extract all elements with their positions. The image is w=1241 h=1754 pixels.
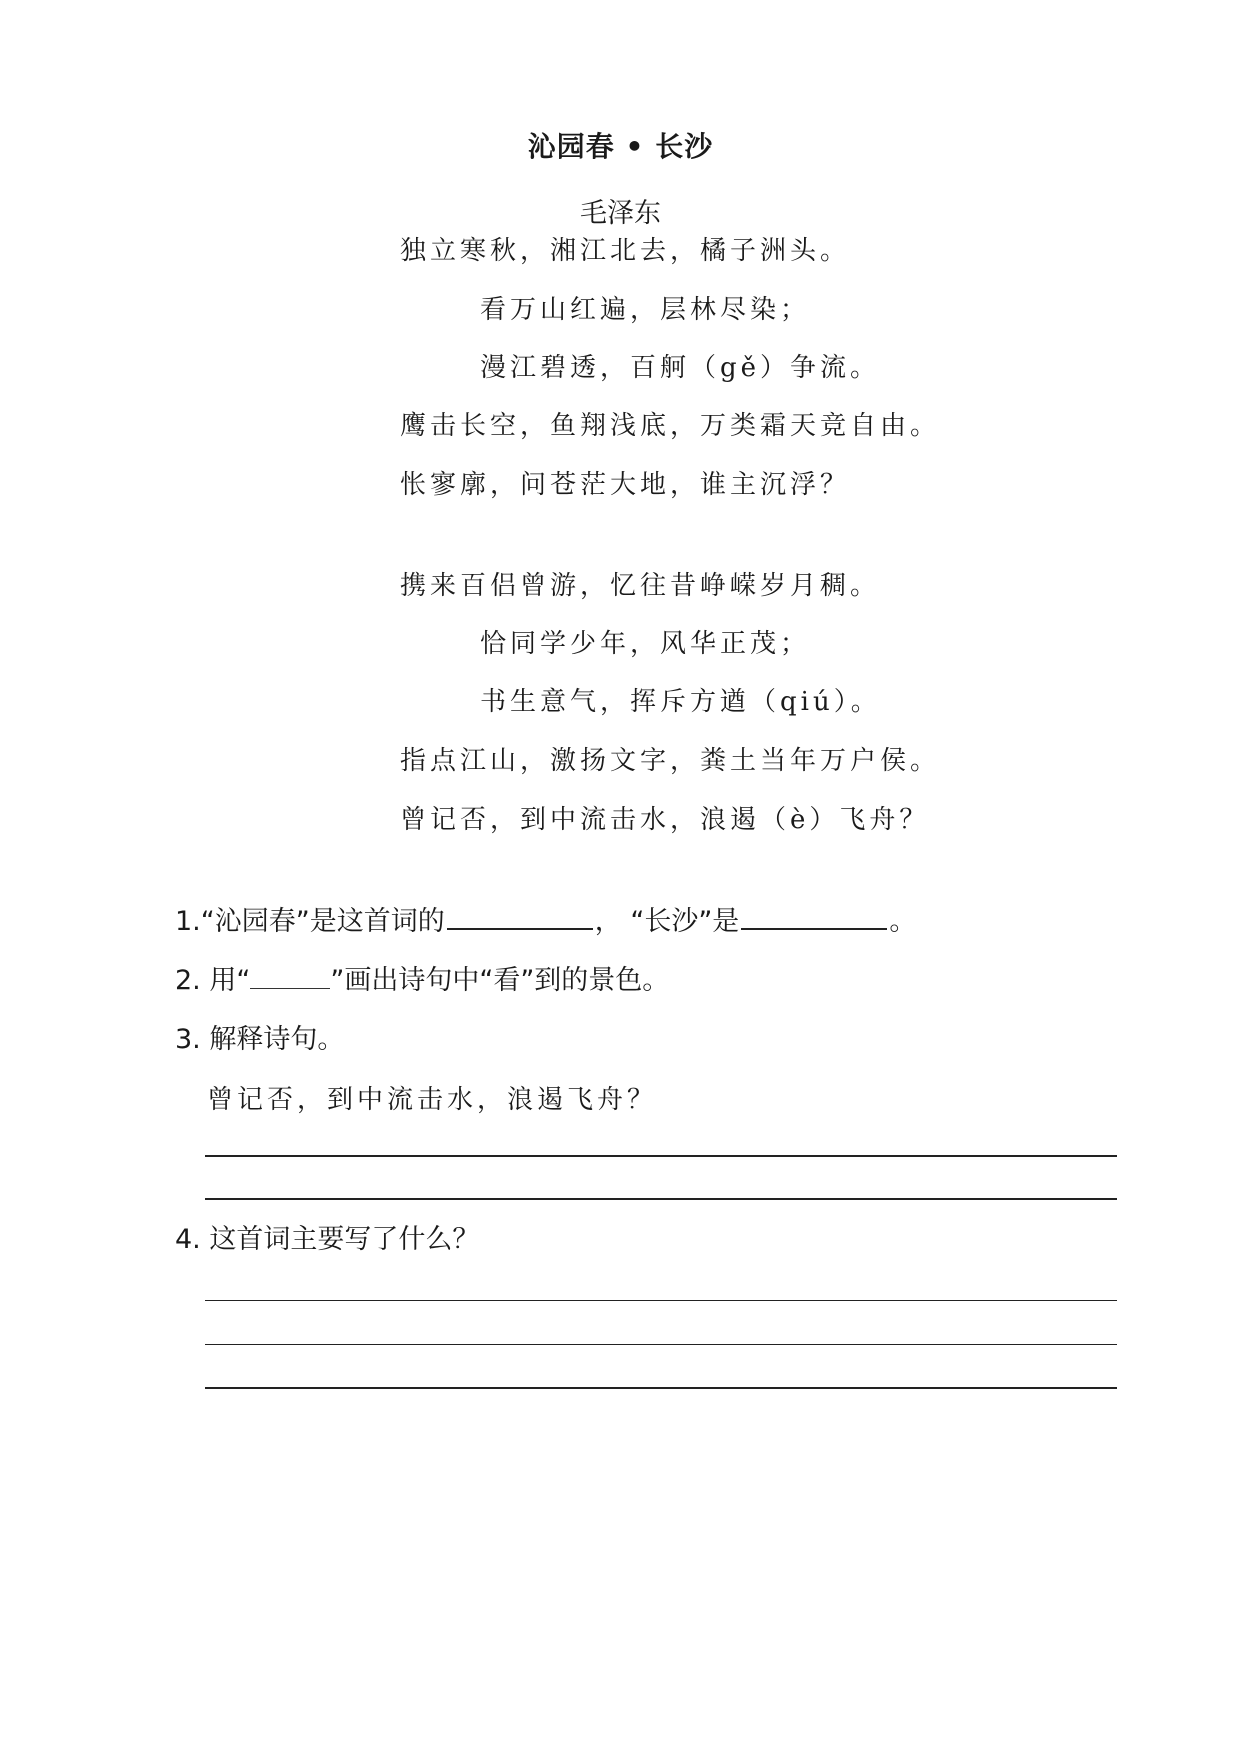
answer-blank-form[interactable] [447,902,593,930]
poem-line: 独立寒秋，湘江北去，橘子洲头。 [400,236,851,266]
poem-line: 怅寥廓，问苍茫大地，谁主沉浮？ [400,470,851,500]
answer-line[interactable] [205,1387,1117,1389]
question-3: 3. 解释诗句。 [175,1024,345,1055]
poem-line: 恰同学少年，风华正茂； [480,629,811,659]
poem-line: 携来百侣曾游，忆往昔峥嵘岁月稠。 [400,571,881,601]
question-3-verse: 曾记否，到中流击水，浪遏飞舟？ [207,1085,658,1115]
question-1-text-c: 。 [889,906,917,937]
answer-line[interactable] [205,1198,1117,1200]
poem-line: 书生意气，挥斥方遒（qiú）。 [480,687,881,717]
question-1-text-b: ， “长沙”是 [594,906,740,937]
question-4: 4. 这首词主要写了什么？ [175,1224,480,1255]
page-title: 沁园春 • 长沙 [527,130,714,163]
answer-line[interactable] [205,1300,1117,1301]
poem-line: 看万山红遍，层林尽染； [480,295,811,325]
poem-line: 漫江碧透，百舸（gě）争流。 [480,353,881,383]
answer-blank-place[interactable] [741,902,887,930]
answer-line[interactable] [205,1344,1117,1345]
question-1 [175,902,916,942]
poem-line: 鹰击长空，鱼翔浅底，万类霜天竞自由。 [400,411,941,441]
poem-line: 指点江山，激扬文字，粪土当年万户侯。 [400,746,941,776]
underline-mark [250,966,330,989]
author-name: 毛泽东 [580,198,661,229]
poem-line: 曾记否，到中流击水，浪遏（è）飞舟？ [400,805,930,835]
answer-line[interactable] [205,1155,1117,1157]
question-2-text-a: 2. 用“ [175,965,251,996]
question-2 [175,961,669,1001]
question-1-text-a: 1.“沁园春”是这首词的 [175,906,445,937]
question-2-text-b: ”画出诗句中“看”到的景色。 [330,965,670,996]
